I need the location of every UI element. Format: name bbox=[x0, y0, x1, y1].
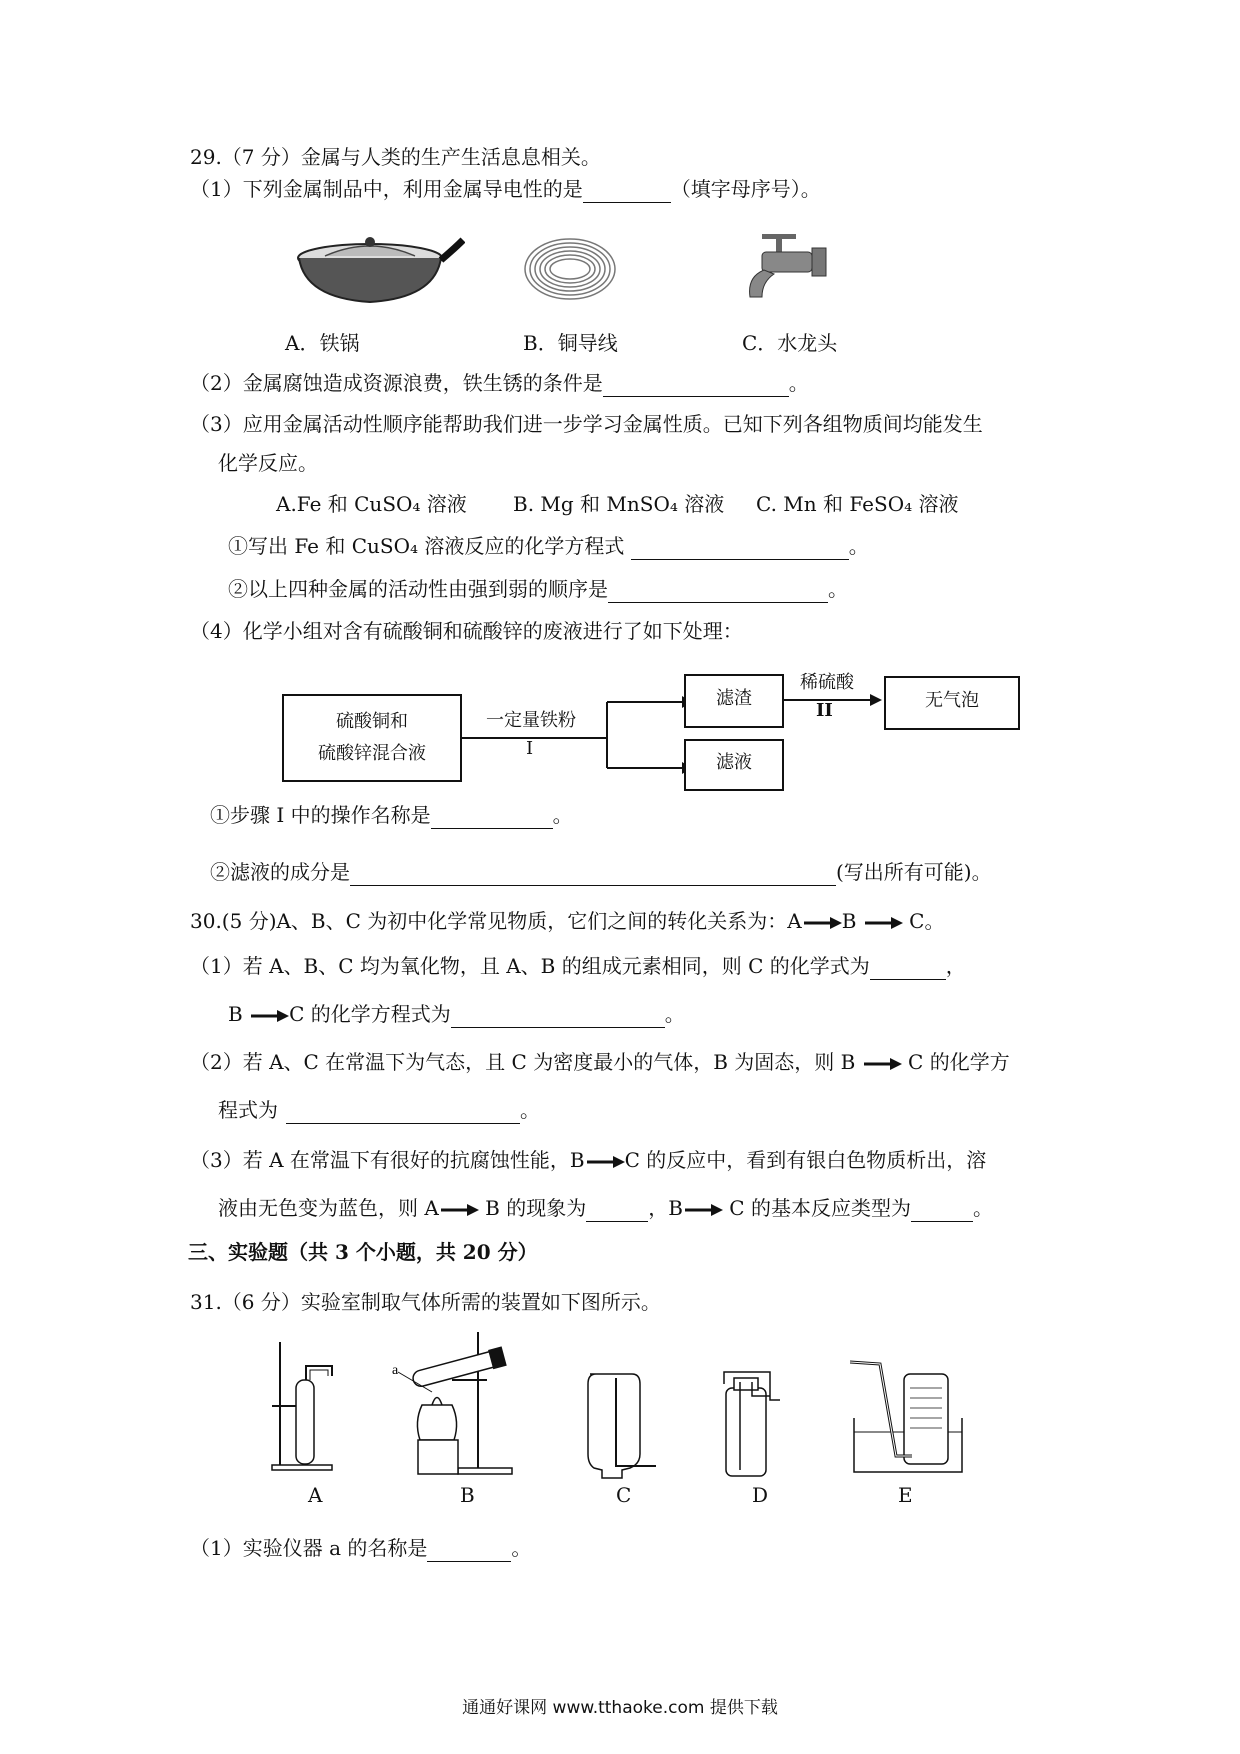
q30-title: 30.(5 分)A、B、C 为初中化学常见物质，它们之间的转化关系为：A B C。 bbox=[190, 909, 945, 933]
apparatus-label: C bbox=[616, 1483, 632, 1507]
answer-blank[interactable] bbox=[350, 863, 836, 886]
q29-title: 29.（7 分）金属与人类的生产生活息息相关。 bbox=[190, 145, 601, 169]
q29-part2: （2）金属腐蚀造成资源浪费，铁生锈的条件是 。 bbox=[190, 371, 809, 395]
q29-sub3: ①步骤 I 中的操作名称是 。 bbox=[210, 803, 573, 827]
step1-label: I bbox=[526, 738, 534, 759]
image-caption: A．铁锅 bbox=[285, 331, 360, 355]
q30-part3-line2: 液由无色变为蓝色，则 A B 的现象为 ，B C 的基本反应类型为 。 bbox=[218, 1196, 993, 1220]
answer-blank[interactable] bbox=[586, 1199, 648, 1222]
q29-sub2: ②以上四种金属的活动性由强到弱的顺序是 。 bbox=[228, 577, 848, 601]
copper-wire-icon bbox=[520, 234, 620, 304]
q31-title: 31.（6 分）实验室制取气体所需的装置如下图所示。 bbox=[190, 1290, 661, 1314]
q31-part1: （1）实验仪器 a 的名称是 。 bbox=[190, 1536, 532, 1560]
faucet-icon bbox=[742, 232, 832, 312]
arrow-icon bbox=[249, 1009, 289, 1023]
svg-text:a: a bbox=[392, 1363, 399, 1378]
section-title: 三、实验题（共 3 个小题，共 20 分） bbox=[188, 1240, 538, 1264]
test-tube-stand-icon bbox=[262, 1340, 342, 1475]
option-c: C. Mn 和 FeSO₄ 溶液 bbox=[756, 492, 959, 516]
mixed-solution-box: 硫酸铜和 硫酸锌混合液 bbox=[282, 694, 462, 782]
q29-sub1: ①写出 Fe 和 CuSO₄ 溶液反应的化学方程式 。 bbox=[228, 534, 869, 558]
residue-box: 滤渣 bbox=[684, 674, 784, 728]
arrow-icon bbox=[439, 1203, 479, 1217]
apparatus-label: B bbox=[460, 1483, 475, 1507]
answer-blank[interactable] bbox=[583, 180, 671, 203]
acid-label: 稀硫酸 bbox=[800, 672, 854, 693]
upward-air-collection-icon bbox=[582, 1370, 662, 1480]
q29-part4: （4）化学小组对含有硫酸铜和硫酸锌的废液进行了如下处理： bbox=[190, 619, 743, 643]
answer-blank[interactable] bbox=[631, 537, 849, 560]
q29-part1: （1）下列金属制品中，利用金属导电性的是 （填字母序号）。 bbox=[190, 177, 821, 201]
result-box: 无气泡 bbox=[884, 676, 1020, 730]
arrow-icon bbox=[862, 1057, 902, 1071]
wok-icon bbox=[295, 228, 465, 308]
heated-test-tube-icon bbox=[392, 1330, 532, 1480]
q30-part1-line2: B C 的化学方程式为 。 bbox=[228, 1002, 685, 1026]
q29-part3-line2: 化学反应。 bbox=[218, 451, 318, 475]
answer-blank[interactable] bbox=[603, 374, 789, 397]
q29-sub4: ②滤液的成分是 (写出所有可能)。 bbox=[210, 860, 992, 884]
answer-blank[interactable] bbox=[451, 1005, 665, 1028]
arrow-icon bbox=[683, 1203, 723, 1217]
arrow-icon bbox=[863, 916, 903, 930]
answer-blank[interactable] bbox=[286, 1101, 520, 1124]
q30-part1-line1: （1）若 A、B、C 均为氧化物，且 A、B 的组成元素相同，则 C 的化学式为 ， bbox=[190, 954, 966, 978]
answer-blank[interactable] bbox=[431, 806, 553, 829]
footer: 通通好课网 www.tthaoke.com 提供下载 bbox=[462, 1698, 778, 1718]
apparatus-label: D bbox=[752, 1483, 769, 1507]
q30-part3-line1: （3）若 A 在常温下有很好的抗腐蚀性能，B C 的反应中，看到有银白色物质析出，溶 bbox=[190, 1148, 987, 1172]
answer-blank[interactable] bbox=[911, 1199, 973, 1222]
q29-part3-line1: （3）应用金属活动性顺序能帮助我们进一步学习金属性质。已知下列各组物质间均能发生 bbox=[190, 412, 983, 436]
filtrate-box: 滤液 bbox=[684, 739, 784, 791]
image-caption: B．铜导线 bbox=[523, 331, 618, 355]
image-caption: C．水龙头 bbox=[742, 331, 838, 355]
apparatus-label: E bbox=[898, 1483, 913, 1507]
option-b: B. Mg 和 MnSO₄ 溶液 bbox=[513, 492, 725, 516]
answer-blank[interactable] bbox=[427, 1539, 511, 1562]
gas-bottle-icon bbox=[720, 1370, 800, 1480]
answer-blank[interactable] bbox=[870, 957, 946, 980]
arrow-icon bbox=[585, 1155, 625, 1169]
answer-blank[interactable] bbox=[608, 580, 828, 603]
arrow-icon bbox=[802, 916, 842, 930]
q30-part2-line1: （2）若 A、C 在常温下为气态，且 C 为密度最小的气体，B 为固态，则 B C 的化学方 bbox=[190, 1050, 1010, 1074]
reagent-label: 一定量铁粉 bbox=[486, 710, 576, 731]
water-trough-icon bbox=[850, 1360, 970, 1480]
apparatus-label: A bbox=[308, 1483, 323, 1507]
option-a: A.Fe 和 CuSO₄ 溶液 bbox=[276, 492, 467, 516]
q30-part2-line2: 程式为 。 bbox=[218, 1098, 540, 1122]
step2-label: II bbox=[816, 700, 833, 721]
